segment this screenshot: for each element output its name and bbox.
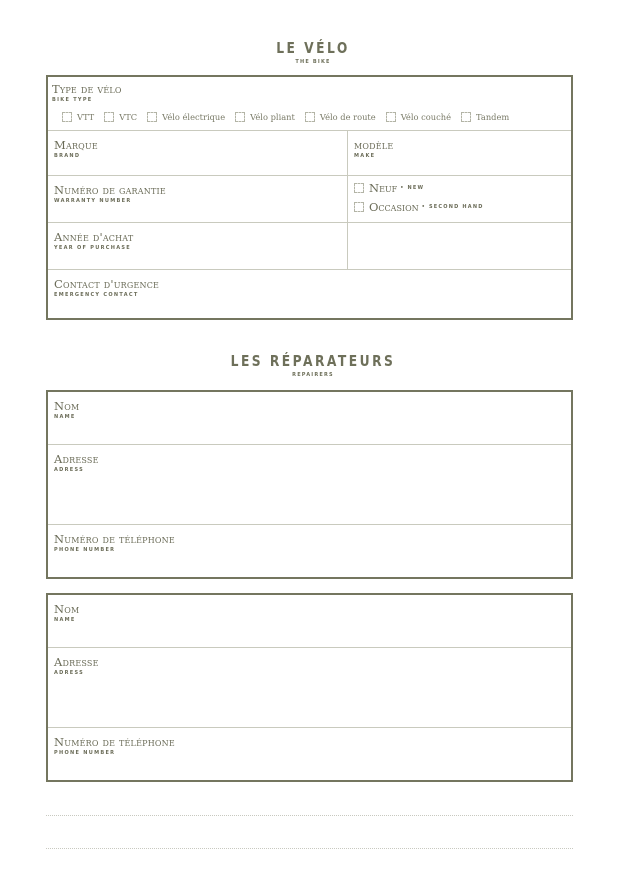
repairer-2-name-field[interactable] bbox=[48, 595, 571, 648]
checkbox-icon[interactable] bbox=[305, 112, 315, 122]
purchase-year-row bbox=[48, 223, 571, 270]
address-label: Adresse bbox=[54, 452, 99, 466]
checkbox-icon[interactable] bbox=[147, 112, 157, 122]
condition-field bbox=[347, 176, 571, 222]
bike-type-label: Type de vélo bbox=[52, 82, 122, 96]
model-field[interactable] bbox=[347, 131, 571, 175]
bike-section-subtitle: THE BIKE bbox=[295, 59, 331, 65]
checkbox-icon[interactable] bbox=[235, 112, 245, 122]
name-label: Nom bbox=[54, 602, 80, 616]
condition-new-option[interactable]: Neuf • NEW bbox=[354, 181, 424, 195]
brand-model-row bbox=[48, 131, 571, 176]
repairers-section-subtitle: REPAIRERS bbox=[292, 372, 334, 378]
purchase-year-field[interactable] bbox=[48, 223, 347, 269]
address-label: Adresse bbox=[54, 655, 99, 669]
empty-cell bbox=[347, 223, 571, 269]
repairer-2-address-field[interactable] bbox=[48, 648, 571, 728]
address-sublabel: ADRESS bbox=[54, 670, 85, 676]
bike-type-sublabel: BIKE TYPE bbox=[52, 97, 93, 103]
repairers-section-title: LES RÉPARATEURS bbox=[230, 352, 396, 370]
bike-section-title: LE VÉLO bbox=[276, 39, 350, 57]
checkbox-icon[interactable] bbox=[386, 112, 396, 122]
phone-label: Numéro de téléphone bbox=[54, 735, 175, 749]
repairer-card-1 bbox=[46, 390, 573, 579]
repairer-1-phone-field[interactable] bbox=[48, 525, 571, 577]
name-label: Nom bbox=[54, 399, 80, 413]
model-sublabel: MAKE bbox=[354, 153, 376, 159]
notes-line-1[interactable] bbox=[46, 815, 573, 816]
repairer-2-phone-field[interactable] bbox=[48, 728, 571, 780]
repairer-card-2 bbox=[46, 593, 573, 782]
phone-sublabel: PHONE NUMBER bbox=[54, 547, 116, 553]
bike-type-option-vtc[interactable]: VTC bbox=[104, 112, 137, 122]
warranty-label: Numéro de garantie bbox=[54, 183, 166, 197]
phone-label: Numéro de téléphone bbox=[54, 532, 175, 546]
notes-line-2[interactable] bbox=[46, 848, 573, 849]
brand-field[interactable] bbox=[48, 131, 347, 175]
bike-form bbox=[46, 75, 573, 320]
name-sublabel: NAME bbox=[54, 617, 76, 623]
purchase-year-label: Année d'achat bbox=[54, 230, 134, 244]
emergency-contact-label: Contact d'urgence bbox=[54, 277, 160, 291]
warranty-field[interactable] bbox=[48, 176, 347, 222]
checkbox-icon[interactable] bbox=[354, 202, 364, 212]
bike-type-option-recumbent[interactable]: Vélo couché bbox=[386, 112, 451, 122]
purchase-year-sublabel: YEAR OF PURCHASE bbox=[54, 245, 132, 251]
phone-sublabel: PHONE NUMBER bbox=[54, 750, 116, 756]
warranty-sublabel: WARRANTY NUMBER bbox=[54, 198, 132, 204]
brand-sublabel: BRAND bbox=[54, 153, 81, 159]
bike-type-option-road[interactable]: Vélo de route bbox=[305, 112, 376, 122]
bike-type-row bbox=[48, 77, 571, 131]
emergency-contact-sublabel: EMERGENCY CONTACT bbox=[54, 292, 139, 298]
bike-type-option-folding[interactable]: Vélo pliant bbox=[235, 112, 295, 122]
repairer-1-name-field[interactable] bbox=[48, 392, 571, 445]
warranty-condition-row bbox=[48, 176, 571, 223]
checkbox-icon[interactable] bbox=[354, 183, 364, 193]
checkbox-icon[interactable] bbox=[62, 112, 72, 122]
emergency-contact-field[interactable] bbox=[48, 270, 571, 318]
bike-type-option-electric[interactable]: Vélo électrique bbox=[147, 112, 225, 122]
model-label: modèle bbox=[354, 138, 394, 152]
bike-type-option-vtt[interactable]: VTT bbox=[62, 112, 94, 122]
condition-used-option[interactable]: Occasion • SECOND HAND bbox=[354, 200, 484, 214]
name-sublabel: NAME bbox=[54, 414, 76, 420]
repairer-1-address-field[interactable] bbox=[48, 445, 571, 525]
bike-type-options bbox=[62, 112, 519, 122]
address-sublabel: ADRESS bbox=[54, 467, 85, 473]
checkbox-icon[interactable] bbox=[461, 112, 471, 122]
checkbox-icon[interactable] bbox=[104, 112, 114, 122]
brand-label: Marque bbox=[54, 138, 98, 152]
bike-type-option-tandem[interactable]: Tandem bbox=[461, 112, 509, 122]
